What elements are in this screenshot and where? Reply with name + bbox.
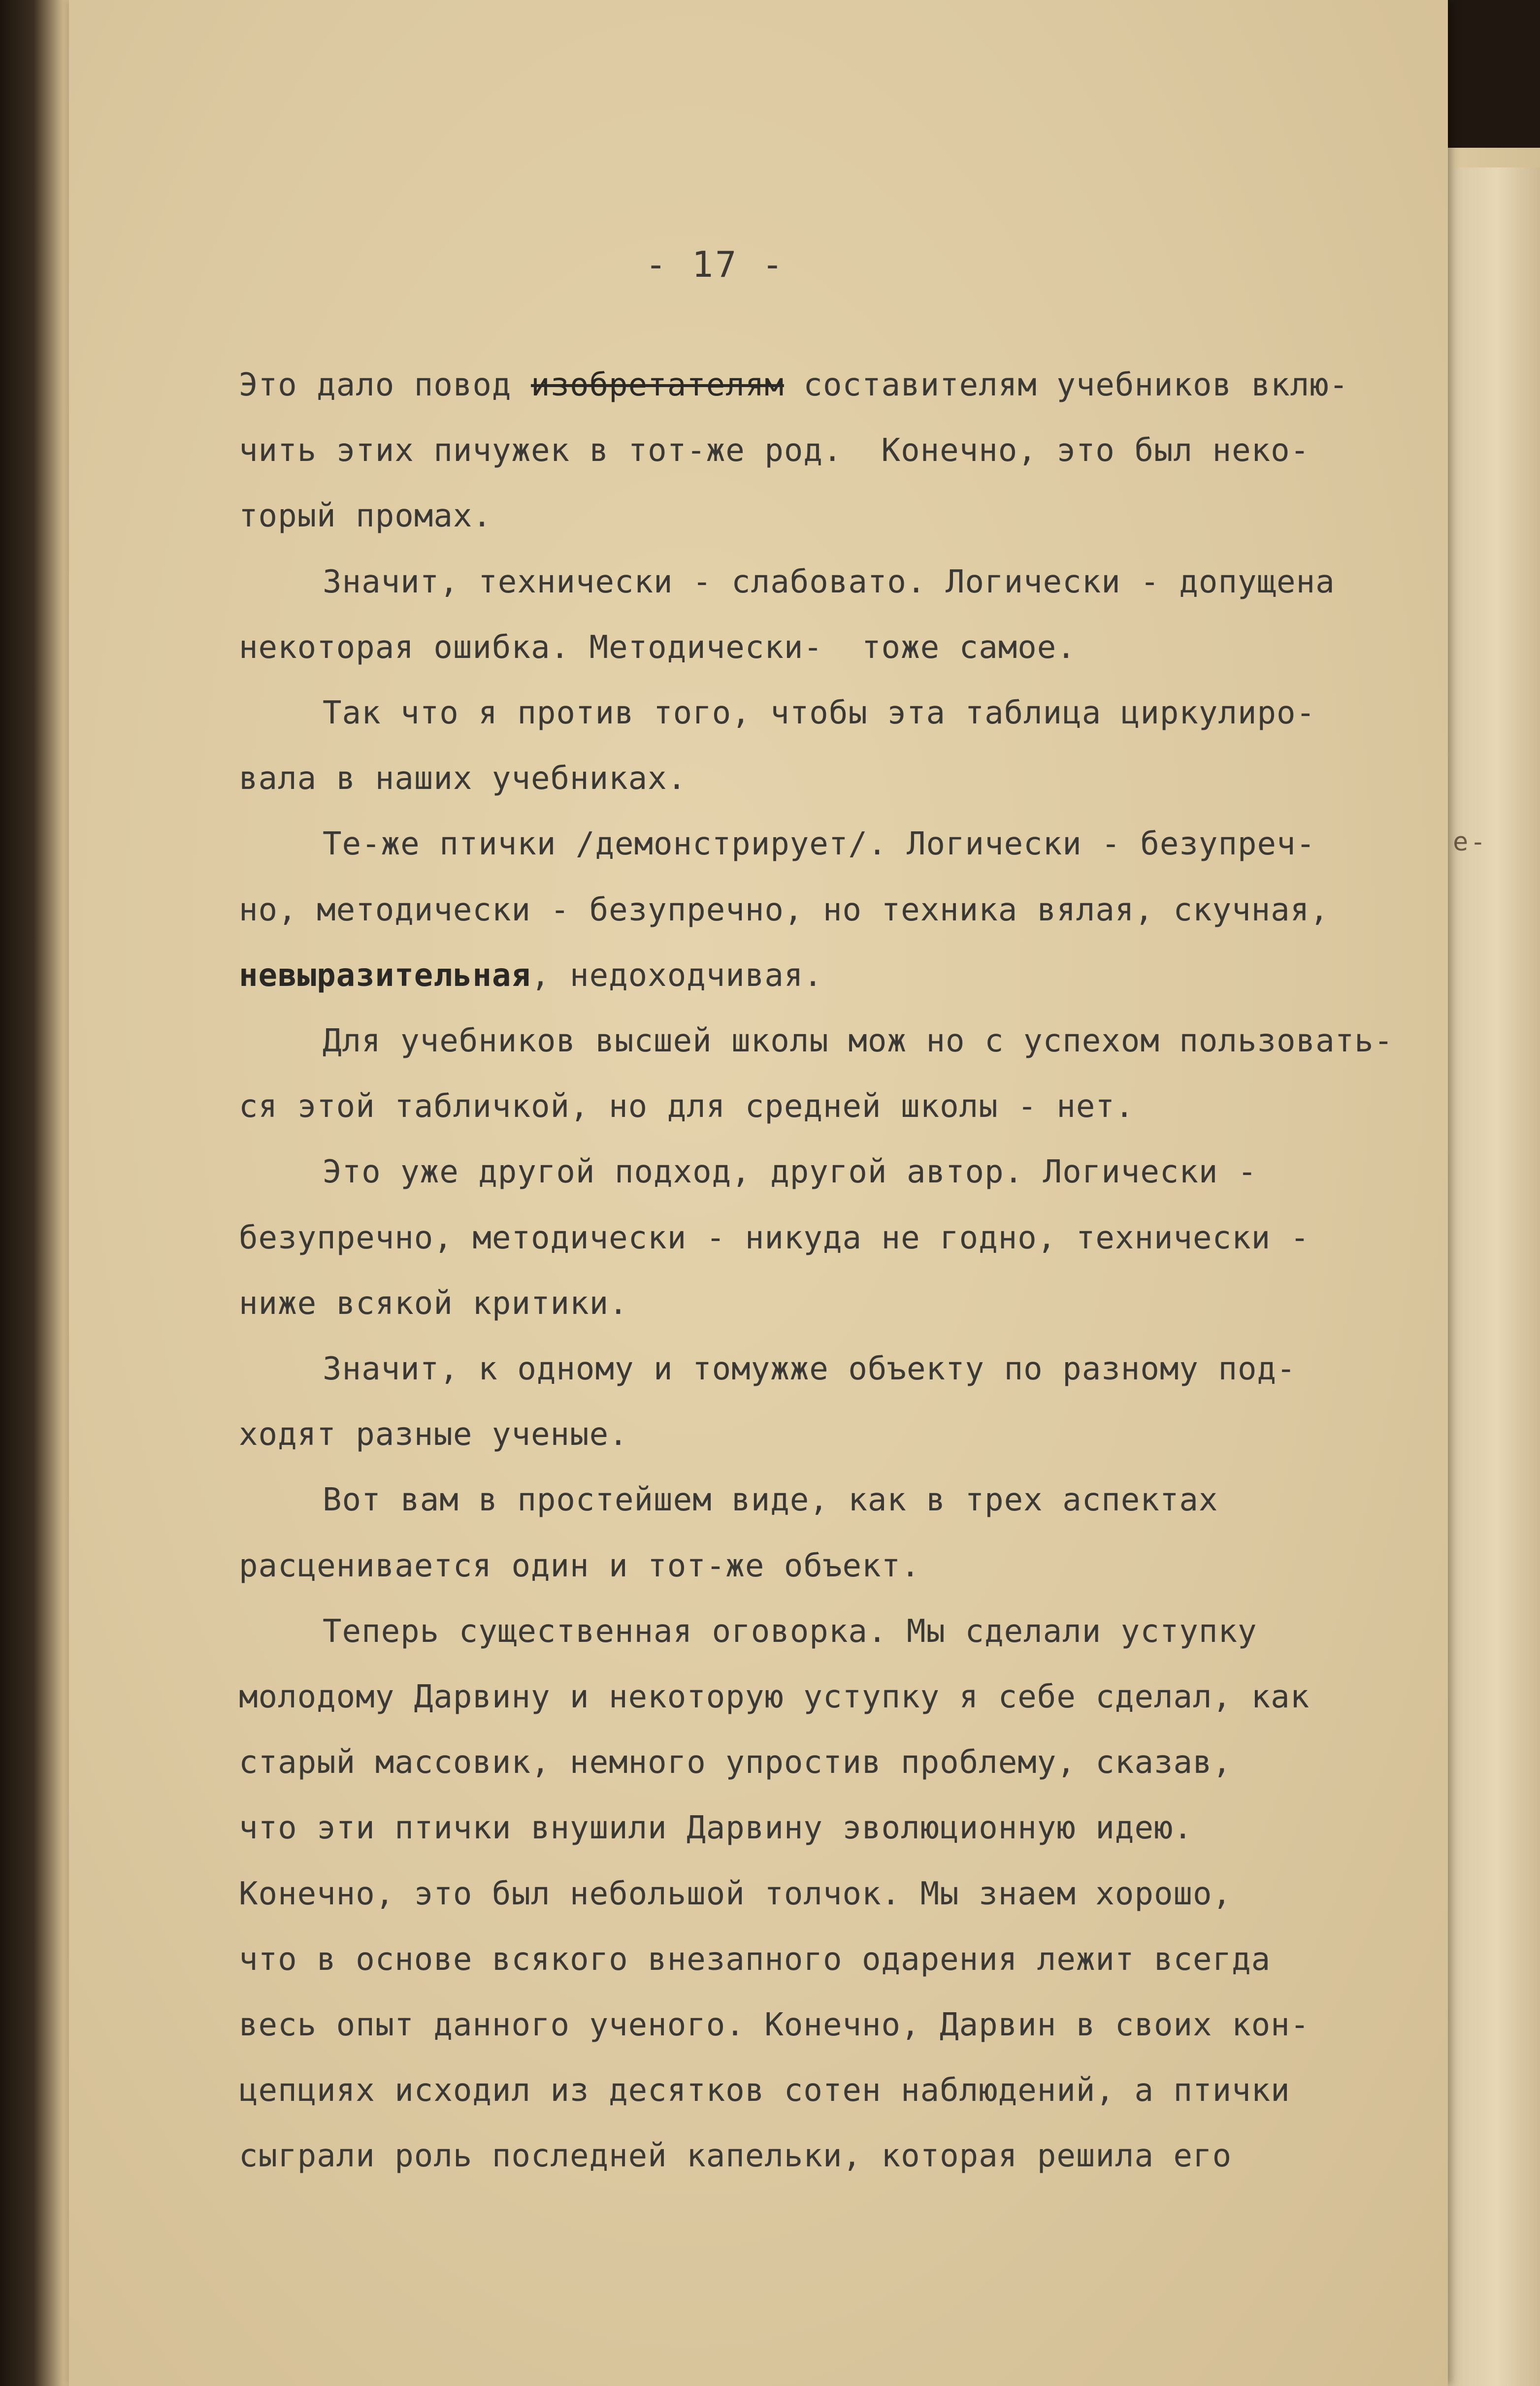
text-segment: ся этой табличкой, но для средней школы - нет. (239, 1088, 1135, 1125)
text-segment: торый промах. (239, 498, 492, 535)
text-line (239, 760, 687, 797)
text-line (239, 1548, 920, 1584)
text-segment: безупречно, методически - никуда не годно, технически - (239, 1219, 1310, 1256)
text-segment: Значит, технически - слабовато. Логически - допущена (323, 563, 1335, 600)
text-segment: Это дало повод (239, 367, 531, 403)
text-segment: чить этих пичужек в тот-же род. Конечно, это был неко- (239, 432, 1310, 469)
text-segment: сыграли роль последней капельки, которая решила его (239, 2138, 1232, 2175)
text-line (239, 1088, 1134, 1125)
document-page (69, 0, 1448, 2386)
text-line (323, 1351, 1296, 1387)
overtyped-word: невыразительная (239, 957, 531, 994)
underlying-page-edge (1453, 167, 1540, 2386)
text-segment: что в основе всякого внезапного одарения лежит всегда (239, 1941, 1271, 1978)
text-line (239, 1876, 1232, 1912)
text-line (323, 1154, 1257, 1190)
text-segment: но, методически - безупречно, но техника вялая, скучная, (239, 891, 1329, 928)
text-line (323, 1023, 1393, 1059)
text-line (239, 2138, 1232, 2174)
text-line (239, 892, 1329, 928)
text-segment: , недоходчивая. (530, 957, 823, 994)
text-segment: ходят разные ученые. (239, 1416, 628, 1453)
text-segment: расценивается один и тот-же объект. (239, 1547, 920, 1584)
text-line (239, 498, 492, 534)
text-segment: Те-же птички /демонстрирует/. Логически - безупреч- (323, 826, 1316, 863)
text-line (239, 1744, 1232, 1781)
text-segment: вала в наших учебниках. (239, 760, 687, 797)
text-line (239, 1941, 1271, 1978)
text-segment: Значит, к одному и томужже объекту по разному под- (323, 1351, 1296, 1387)
text-segment: Вот вам в простейшем виде, как в трех аспектах (323, 1482, 1218, 1519)
text-segment: ниже всякой критики. (239, 1285, 628, 1322)
text-line (323, 1482, 1218, 1518)
text-line (323, 1613, 1257, 1650)
text-line (239, 2007, 1310, 2043)
text-segment: молодому Дарвину и некоторую уступку я себе сделал, как (239, 1679, 1310, 1715)
page-number: - 17 - (645, 244, 786, 285)
text-segment: старый массовик, немного упростив проблему, сказав, (239, 1744, 1232, 1781)
text-line (323, 695, 1315, 731)
text-line (239, 1220, 1310, 1256)
margin-mark: е- (1453, 827, 1488, 857)
text-line (239, 367, 1348, 403)
text-segment: Это уже другой подход, другой автор. Логически - (323, 1154, 1257, 1191)
text-segment: Так что я против того, чтобы эта таблица циркулиро- (323, 695, 1316, 731)
struck-word: изобретателям (530, 367, 784, 403)
text-segment: весь опыт данного ученого. Конечно, Дарвин в своих кон- (239, 2007, 1310, 2043)
text-line (239, 957, 823, 994)
text-segment: составителям учебников вклю- (784, 367, 1349, 403)
text-segment: некоторая ошибка. Методически- тоже самое. (239, 629, 1076, 666)
text-line (239, 629, 1076, 666)
text-line (323, 564, 1335, 600)
text-line (239, 1679, 1310, 1715)
text-line (239, 1416, 628, 1453)
text-line (239, 432, 1310, 469)
text-segment: Конечно, это был небольшой толчок. Мы знаем хорошо, (239, 1875, 1232, 1912)
text-segment: что эти птички внушили Дарвину эволюционную идею. (239, 1810, 1193, 1847)
text-segment: Теперь существенная оговорка. Мы сделали уступку (323, 1613, 1257, 1650)
text-line (239, 2072, 1290, 2109)
text-line (239, 1810, 1193, 1846)
text-segment: Для учебников высшей школы мож но с успехом пользовать- (323, 1023, 1394, 1059)
text-segment: цепциях исходил из десятков сотен наблюдений, а птички (239, 2072, 1290, 2109)
text-line (323, 826, 1315, 862)
text-line (239, 1285, 628, 1322)
